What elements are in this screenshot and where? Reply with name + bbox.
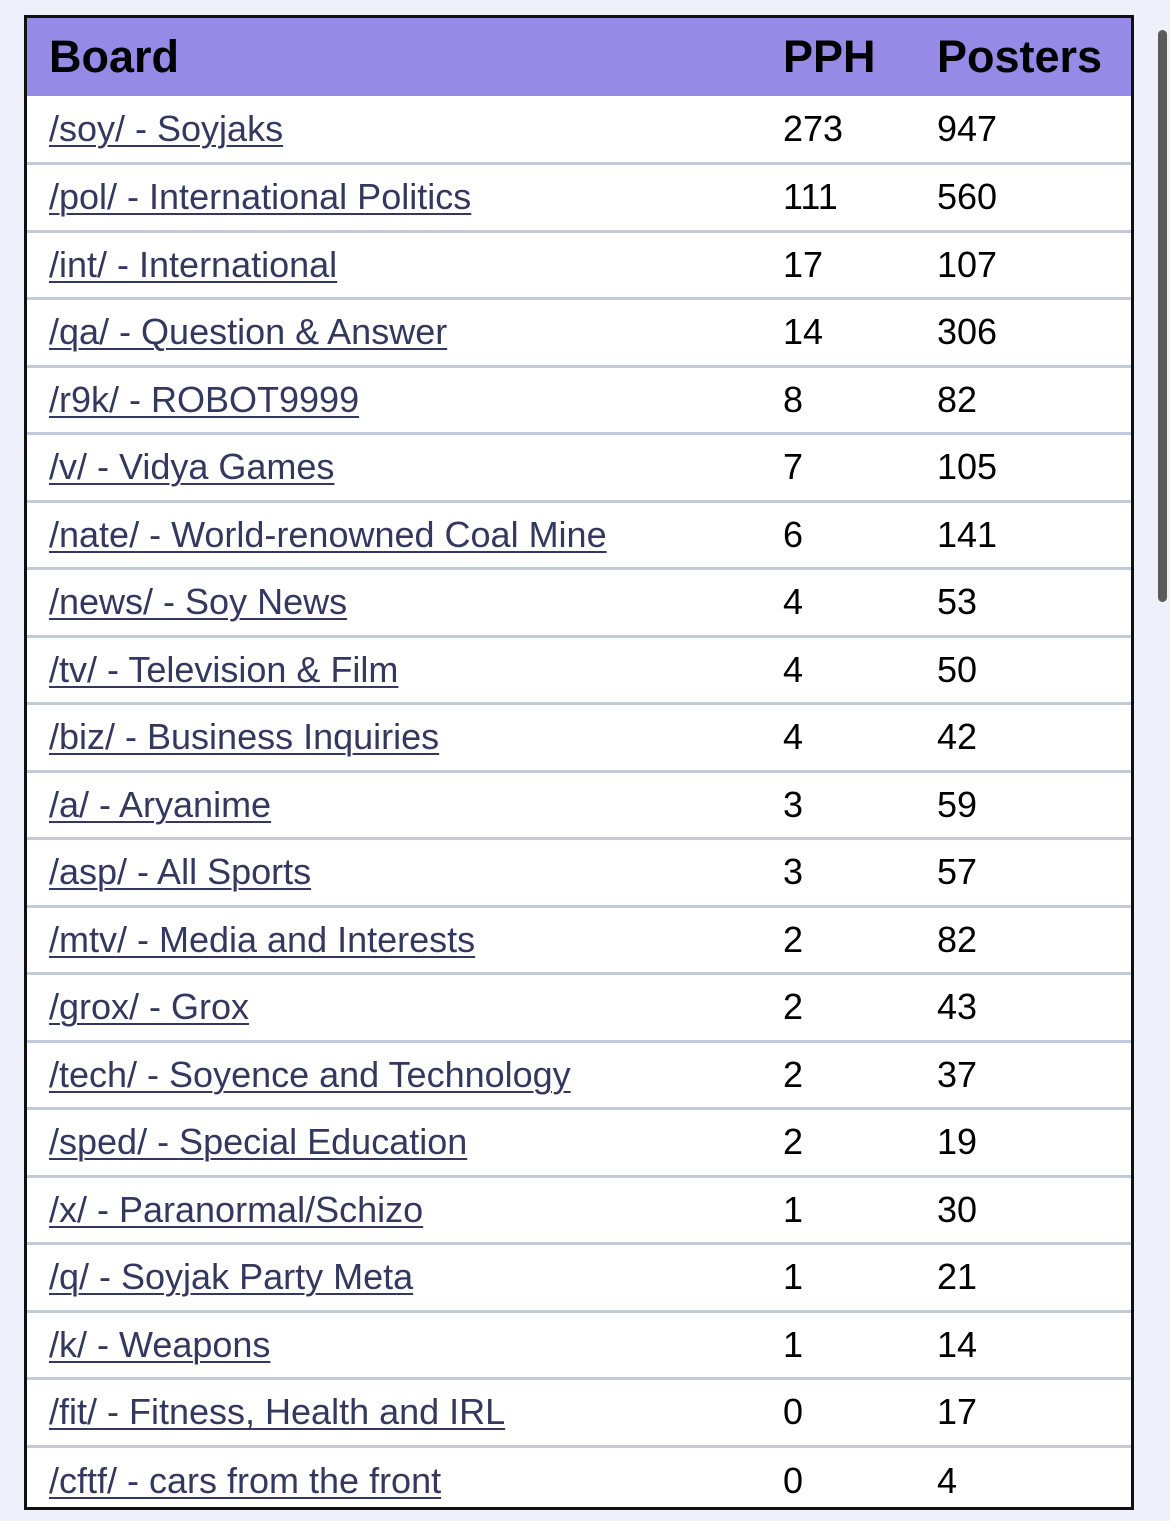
table-row — [27, 231, 1131, 299]
pph-cell: 4 — [783, 648, 804, 690]
table-row — [27, 299, 1131, 367]
table-row — [27, 1379, 1131, 1447]
pph-cell: 3 — [783, 851, 804, 893]
pph-cell: 1 — [783, 1188, 804, 1230]
table-header-row — [27, 18, 1131, 96]
table-row — [27, 1446, 1131, 1510]
board-link[interactable]: /tv/ - Television & Film — [49, 648, 399, 690]
table-row — [27, 839, 1131, 907]
pph-cell: 4 — [783, 581, 804, 623]
board-cell — [27, 974, 783, 1042]
pph-cell: 0 — [783, 1459, 804, 1501]
posters-cell: 59 — [937, 783, 978, 825]
board-link[interactable]: /nate/ - World-renowned Coal Mine — [49, 513, 607, 555]
board-stats-panel — [24, 15, 1134, 1510]
board-cell — [27, 1244, 783, 1312]
board-cell — [27, 569, 783, 637]
posters-cell: 42 — [937, 716, 978, 758]
posters-cell: 141 — [937, 513, 998, 555]
table-row — [27, 771, 1131, 839]
board-cell — [27, 704, 783, 772]
board-link[interactable]: /soy/ - Soyjaks — [49, 108, 284, 149]
posters-cell: 107 — [937, 243, 998, 285]
board-cell — [27, 96, 783, 164]
board-link[interactable]: /grox/ - Grox — [49, 986, 250, 1028]
pph-cell: 111 — [783, 176, 838, 218]
board-cell — [27, 1379, 783, 1447]
posters-cell: 37 — [937, 1053, 978, 1095]
posters-cell: 57 — [937, 851, 978, 893]
pph-cell: 4 — [783, 716, 804, 758]
pph-cell: 6 — [783, 513, 804, 555]
posters-cell: 19 — [937, 1121, 978, 1163]
table-row — [27, 434, 1131, 502]
board-cell — [27, 906, 783, 974]
board-link[interactable]: /mtv/ - Media and Interests — [49, 918, 476, 960]
board-link[interactable]: /a/ - Aryanime — [49, 783, 272, 825]
column-header-board: Board — [49, 31, 180, 82]
board-cell — [27, 164, 783, 232]
scrollbar[interactable] — [1158, 30, 1167, 602]
table-row — [27, 704, 1131, 772]
board-cell — [27, 1041, 783, 1109]
board-stats-table — [27, 18, 1131, 1510]
table-row — [27, 164, 1131, 232]
pph-cell: 1 — [783, 1256, 804, 1298]
board-cell — [27, 434, 783, 502]
board-link[interactable]: /cftf/ - cars from the front — [49, 1459, 442, 1501]
pph-cell: 2 — [783, 918, 804, 960]
pph-cell: 1 — [783, 1323, 804, 1365]
table-row — [27, 1311, 1131, 1379]
table-row — [27, 636, 1131, 704]
posters-cell: 17 — [937, 1391, 978, 1433]
table-row — [27, 1041, 1131, 1109]
table-row — [27, 1176, 1131, 1244]
board-link[interactable]: /fit/ - Fitness, Health and IRL — [49, 1391, 506, 1433]
table-row — [27, 569, 1131, 637]
pph-cell: 17 — [783, 243, 824, 285]
pph-cell: 0 — [783, 1391, 804, 1433]
posters-cell: 14 — [937, 1323, 978, 1365]
board-cell — [27, 1109, 783, 1177]
board-cell — [27, 231, 783, 299]
posters-cell: 43 — [937, 986, 978, 1028]
posters-cell: 21 — [937, 1256, 978, 1298]
posters-cell: 947 — [937, 108, 998, 149]
posters-cell: 306 — [937, 311, 998, 353]
board-link[interactable]: /asp/ - All Sports — [49, 851, 312, 893]
posters-cell: 53 — [937, 581, 978, 623]
table-row — [27, 906, 1131, 974]
board-cell — [27, 771, 783, 839]
table-row — [27, 96, 1131, 164]
posters-cell: 82 — [937, 378, 978, 420]
board-link[interactable]: /pol/ - International Politics — [49, 176, 472, 218]
posters-cell: 82 — [937, 918, 978, 960]
board-cell — [27, 299, 783, 367]
board-cell — [27, 366, 783, 434]
board-link[interactable]: /qa/ - Question & Answer — [49, 311, 448, 353]
table-row — [27, 1109, 1131, 1177]
pph-cell: 3 — [783, 783, 804, 825]
posters-cell: 105 — [937, 446, 998, 488]
board-link[interactable]: /r9k/ - ROBOT9999 — [49, 378, 360, 420]
posters-cell: 50 — [937, 648, 978, 690]
board-cell — [27, 501, 783, 569]
board-link[interactable]: /biz/ - Business Inquiries — [49, 716, 440, 758]
table-body — [27, 96, 1131, 1510]
board-cell — [27, 839, 783, 907]
board-link[interactable]: /x/ - Paranormal/Schizo — [49, 1188, 424, 1230]
column-header-pph: PPH — [783, 31, 876, 82]
pph-cell: 2 — [783, 1053, 804, 1095]
posters-cell: 30 — [937, 1188, 978, 1230]
board-link[interactable]: /tech/ - Soyence and Technology — [49, 1053, 571, 1095]
pph-cell: 2 — [783, 1121, 804, 1163]
table-row — [27, 974, 1131, 1042]
board-cell — [27, 1311, 783, 1379]
pph-cell: 14 — [783, 311, 824, 353]
table-row — [27, 501, 1131, 569]
board-link[interactable]: /k/ - Weapons — [49, 1323, 271, 1365]
table-row — [27, 1244, 1131, 1312]
posters-cell: 4 — [937, 1459, 958, 1501]
table-row — [27, 366, 1131, 434]
board-cell — [27, 1446, 783, 1510]
board-cell — [27, 636, 783, 704]
board-link[interactable]: /v/ - Vidya Games — [49, 446, 335, 488]
pph-cell: 2 — [783, 986, 804, 1028]
board-link[interactable]: /int/ - International — [49, 243, 338, 285]
column-header-posters: Posters — [937, 31, 1103, 82]
board-link[interactable]: /sped/ - Special Education — [49, 1121, 468, 1163]
pph-cell: 8 — [783, 378, 804, 420]
posters-cell: 560 — [937, 176, 998, 218]
board-link[interactable]: /news/ - Soy News — [49, 581, 348, 623]
board-cell — [27, 1176, 783, 1244]
pph-cell: 7 — [783, 446, 804, 488]
board-link[interactable]: /q/ - Soyjak Party Meta — [49, 1256, 414, 1298]
pph-cell: 273 — [783, 108, 844, 149]
